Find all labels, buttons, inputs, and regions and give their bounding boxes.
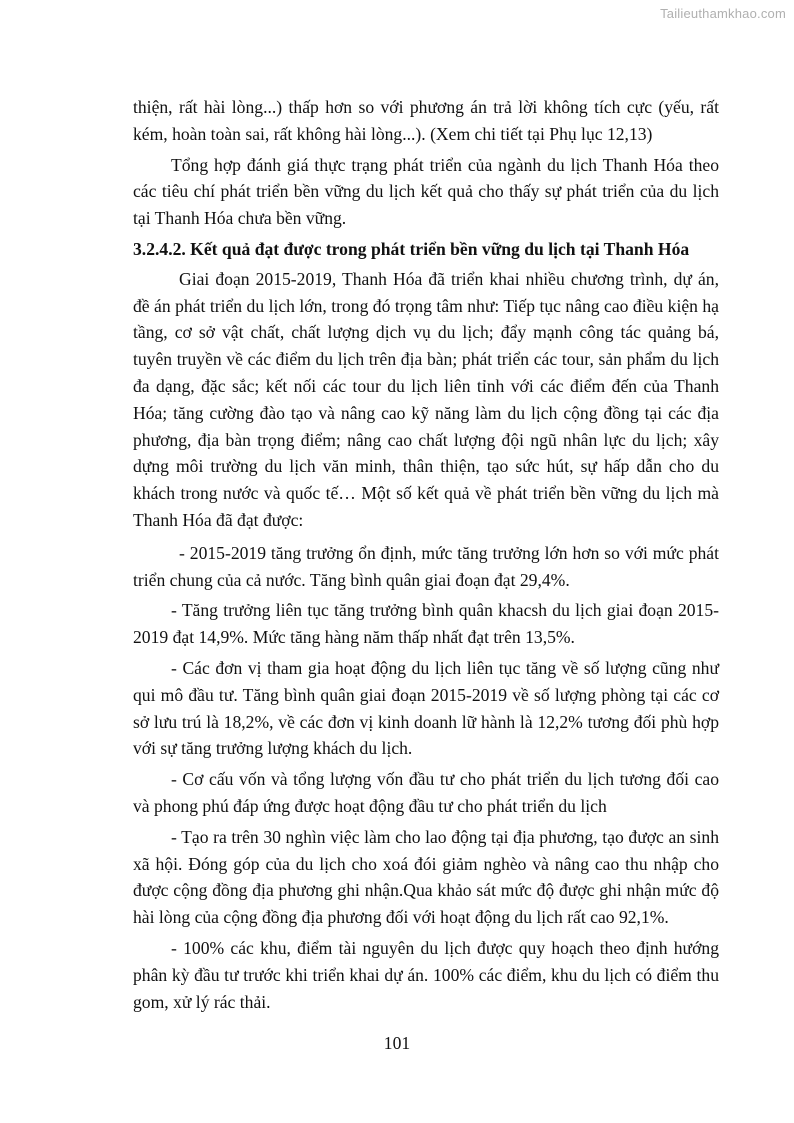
page-number: 101 xyxy=(383,1033,411,1053)
watermark: Tailieuthamkhao.com xyxy=(660,6,786,21)
bullet-jobs: - Tạo ra trên 30 nghìn việc làm cho lao động tại địa phương, tạo được an sinh xã hội. Đóng góp của du lịch cho xoá đói giảm nghèo và nâng cao thu nhập cho được cộng đồng địa phương ghi nhận.Qua khảo sát mức độ được ghi nhận mức độ hài lòng của cộng đồng địa phương đối với hoạt động du lịch rất cao 92,1%. xyxy=(133,826,719,928)
bullet-investment: - Cơ cấu vốn và tổng lượng vốn đầu tư cho phát triển du lịch tương đối cao và phong phú đáp ứng được hoạt động đầu tư cho phát triển du lịch xyxy=(133,769,719,816)
paragraph-intro: Giai đoạn 2015-2019, Thanh Hóa đã triển khai nhiều chương trình, dự án, đề án phát triển du lịch lớn, trong đó trọng tâm như: Tiếp tục nâng cao điều kiện hạ tầng, cơ sở vật chất, chất lượng dịch vụ du lịch; đẩy mạnh công tác quảng bá, tuyên truyền về các điểm du lịch trên địa bàn; phát triển các tour, sản phẩm du lịch đa dạng, đặc sắc; kết nối các tour du lịch liên tỉnh với các điểm đến của Thanh Hóa; tăng cường đào tạo và nâng cao kỹ năng làm du lịch cộng đồng tại các địa phương, địa bàn trọng điểm; nâng cao chất lượng đội ngũ nhân lực du lịch; xây dựng môi trường du lịch văn minh, thân thiện, tạo sức hút, sự hấp dẫn cho du khách trong nước và quốc tế… Một số kết quả về phát triển bền vững du lịch mà Thanh Hóa đã đạt được: xyxy=(133,268,719,530)
bullet-growth: - 2015-2019 tăng trưởng ổn định, mức tăng trưởng lớn hơn so với mức phát triển chung của cả nước. Tăng bình quân giai đoạn đạt 29,4%. xyxy=(133,542,719,590)
page-body xyxy=(133,94,719,1015)
paragraph-summary: Tổng hợp đánh giá thực trạng phát triển của ngành du lịch Thanh Hóa theo các tiêu chí phát triển bền vững du lịch kết quả cho thấy sự phát triển của du lịch tại Thanh Hóa chưa bền vững. xyxy=(133,154,719,229)
bullet-units: - Các đơn vị tham gia hoạt động du lịch liên tục tăng về số lượng cũng như qui mô đầu tư. Tăng bình quân giai đoạn 2015-2019 về số lượng phòng tại các cơ sở lưu trú là 18,2%, về các đơn vị kinh doanh lữ hành là 12,2% tương đối phù hợp với sự tăng trưởng lượng khách du lịch. xyxy=(133,657,719,759)
bullet-tourist-growth: - Tăng trưởng liên tục tăng trưởng bình quân khacsh du lịch giai đoạn 2015-2019 đạt 14,9%. Mức tăng hàng năm thấp nhất đạt trên 13,5%. xyxy=(133,600,719,648)
bullet-planning: - 100% các khu, điểm tài nguyên du lịch được quy hoạch theo định hướng phân kỳ đầu tư trước khi triển khai dự án. 100% các điểm, khu du lịch có điểm thu gom, xử lý rác thải. xyxy=(133,937,719,1012)
section-heading: 3.2.4.2. Kết quả đạt được trong phát triển bền vững du lịch tại Thanh Hóa xyxy=(133,238,690,259)
paragraph-continuation: thiện, rất hài lòng...) thấp hơn so với phương án trả lời không tích cực (yếu, rất kém, hoàn toàn sai, rất không hài lòng...). (Xem chi tiết tại Phụ lục 12,13) xyxy=(133,97,719,144)
